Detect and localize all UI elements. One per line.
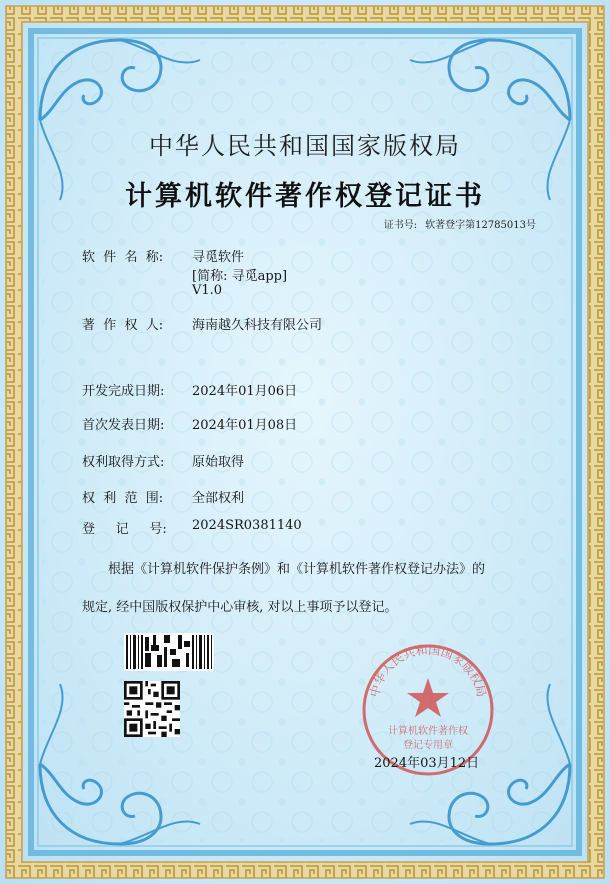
statement-line-2: 规定, 经中国版权保护中心审核, 对以上事项予以登记。 (82, 600, 398, 615)
acquisition-label: 权利取得方式: (82, 455, 165, 470)
cert-no-value: 软著登字第12785013号 (425, 220, 536, 231)
short-name-value: [简称: 寻觅app] (192, 269, 288, 284)
star-icon (407, 678, 449, 717)
issue-date: 2024年03月12日 (374, 756, 480, 771)
seal-line-1: 计算机软件著作权 (388, 726, 468, 737)
pub-date-label: 首次发表日期: (82, 418, 165, 433)
certificate-number (376, 216, 536, 231)
qr-code (124, 681, 180, 737)
software-name-label: 软 件 名 称: (82, 250, 164, 265)
authority-title: 中华人民共和国国家版权局 (149, 132, 461, 160)
statement-line-1: 根据《计算机软件保护条例》和《计算机软件著作权登记办法》的 (108, 562, 486, 577)
seal-line-2: 登记专用章 (403, 740, 453, 751)
software-name-value: 寻觅软件 (192, 250, 245, 265)
statement (82, 551, 552, 627)
registration-label: 登 记 号: (82, 522, 167, 537)
pub-date-value: 2024年01月08日 (192, 418, 298, 433)
certificate-title: 计算机软件著作权登记证书 (125, 181, 485, 212)
scope-label: 权 利 范 围: (82, 491, 164, 506)
barcode (124, 633, 214, 671)
version-value: V1.0 (192, 283, 223, 298)
dev-date-label: 开发完成日期: (82, 384, 165, 399)
acquisition-value: 原始取得 (192, 455, 245, 470)
dev-date-value: 2024年01月06日 (192, 384, 298, 399)
registration-value: 2024SR0381140 (192, 518, 302, 533)
owner-value: 海南越久科技有限公司 (192, 318, 323, 333)
scope-value: 全部权利 (192, 491, 245, 506)
cert-no-label: 证书号: (383, 220, 418, 231)
owner-label: 著 作 权 人: (82, 318, 164, 333)
seal-ring-text: 中华人民共和国国家版权局 (367, 642, 489, 699)
